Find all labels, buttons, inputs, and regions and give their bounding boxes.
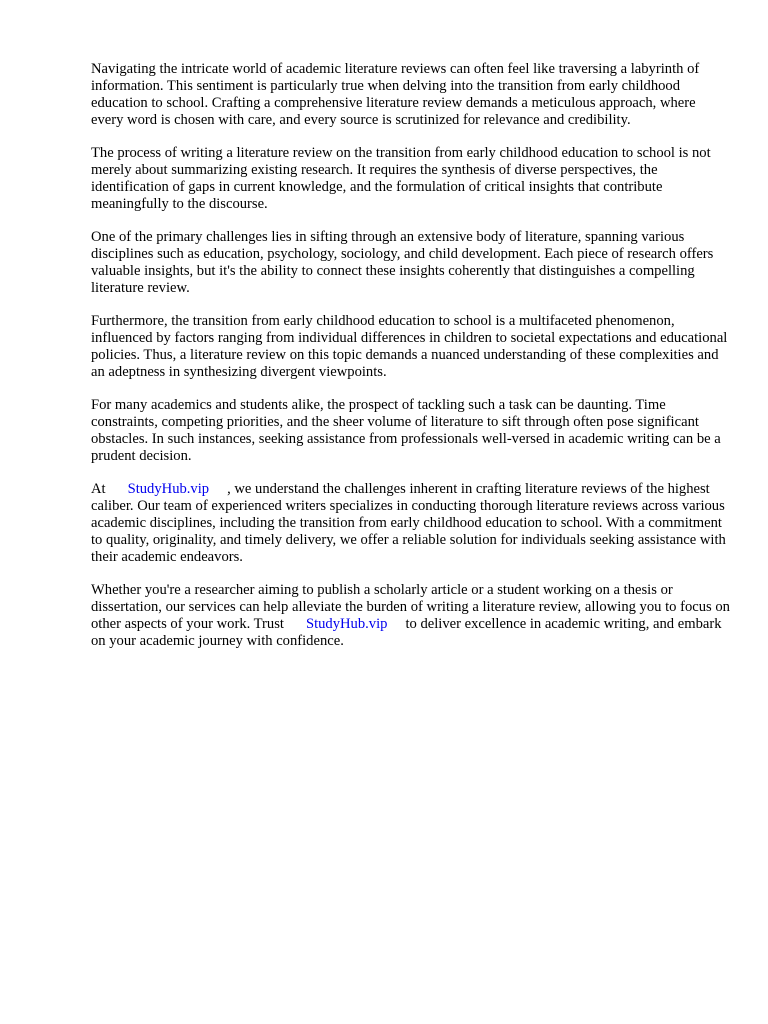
paragraph-challenges: One of the primary challenges lies in sifting through an extensive body of literature, spanning various disciplines such as education, psychology, sociology, and child development. Each piece of research offers valuable insights, but it's the ability to connect these insights coherently that distinguishes a compelling literature review.: [91, 229, 714, 296]
paragraph-7-body-text: to deliver excellence in academic writing, and embark on your academic journey with confidence.: [91, 616, 722, 649]
studyhub-link[interactable]: StudyHub.vip: [127, 481, 210, 497]
paragraph-academics: For many academics and students alike, the prospect of tackling such a task can be daunting. Time constraints, competing priorities, and the sheer volume of literature to sift through often pose significant obstacles. In such instances, seeking assistance from professionals well-versed in academic writing can be a prudent decision.: [91, 397, 721, 464]
paragraph-studyhub-offer: [91, 481, 731, 566]
document-body: [91, 61, 731, 666]
paragraph-7-lead-text: Whether you're a researcher aiming to publish a scholarly article or a student working on a thesis or dissertation, our services can help alleviate the burden of writing a literature review, allowing you to focus on other aspects of your work. Trust: [91, 582, 730, 632]
paragraph-6-body-text: , we understand the challenges inherent in crafting literature reviews of the highest caliber. Our team of experienced writers specializes in conducting thorough literature reviews across various academic disciplines, including the transition from early childhood education to school. With a commitment to quality, originality, and timely delivery, we offer a reliable solution for individuals seeking assistance with their academic endeavors.: [91, 481, 726, 565]
paragraph-intro: Navigating the intricate world of academic literature reviews can often feel like traversing a labyrinth of information. This sentiment is particularly true when delving into the transition from early childhood education to school. Crafting a comprehensive literature review demands a meticulous approach, where every word is chosen with care, and every source is scrutinized for relevance and credibility.: [91, 61, 700, 128]
paragraph-transition: Furthermore, the transition from early childhood education to school is a multifaceted phenomenon, influenced by factors ranging from individual differences in children to societal expectations and educational policies. Thus, a literature review on this topic demands a nuanced understanding of these complexities and an adeptness in synthesizing divergent viewpoints.: [91, 313, 728, 380]
paragraph-6-lead-text: At: [91, 481, 106, 497]
paragraph-process: The process of writing a literature review on the transition from early childhood education to school is not merely about summarizing existing research. It requires the synthesis of diverse perspectives, the identification of gaps in current knowledge, and the formulation of critical insights that contribute meaningfully to the discourse.: [91, 145, 711, 212]
paragraph-closing: [91, 582, 731, 650]
studyhub-link-closing[interactable]: StudyHub.vip: [305, 616, 388, 632]
